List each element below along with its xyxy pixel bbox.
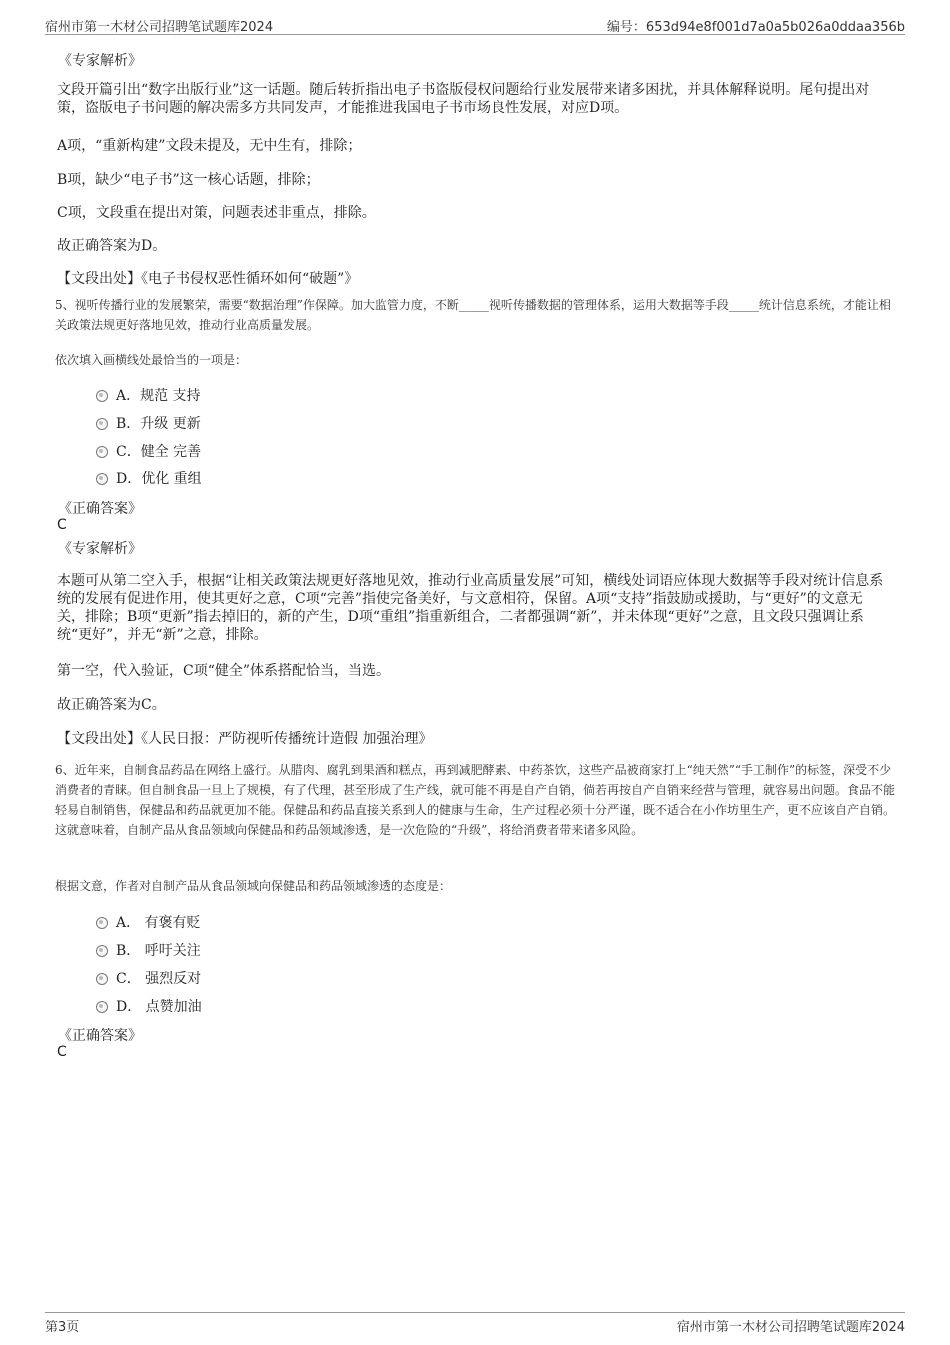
option-label: B．升级 更新 bbox=[116, 416, 201, 432]
option-d[interactable] bbox=[96, 468, 202, 488]
analysis-text: 本题可从第二空入手，根据“让相关政策法规更好落地见效，推动行业高质量发展”可知，横线处词语应体现大数据等手段对统计信息系统的发展有促进作用，使其更好之意，C项“完善”指使完备美好，与文意相符，保留。A项“支持”指鼓励或援助，与“更好”的文意无关，排除；B项“更新”指去掉旧的，新的产生，D项“重组”指重新组合，二者都强调“新”，并未体现“更好”之意，且文段只强调让系统“更好”，并无“新”之意，排除。 bbox=[57, 573, 884, 643]
answer-conclusion: 故正确答案为D。 bbox=[57, 238, 167, 254]
correct-answer: C bbox=[57, 1044, 67, 1060]
page-header bbox=[45, 14, 905, 35]
source-citation: 【文段出处】《电子书侵权恶性循环如何“破题”》 bbox=[57, 271, 359, 287]
question-6-prompt: 根据文意，作者对自制产品从食品领域向保健品和药品领域渗透的态度是： bbox=[55, 879, 452, 893]
option-label: D． 点赞加油 bbox=[116, 999, 202, 1015]
option-label: C．健全 完善 bbox=[116, 444, 202, 460]
correct-answer-label: 《正确答案》 bbox=[58, 501, 142, 517]
question-5-prompt: 依次填入画横线处最恰当的一项是： bbox=[55, 353, 248, 367]
correct-answer-label: 《正确答案》 bbox=[58, 1028, 142, 1044]
page-number: 第3页 bbox=[45, 1320, 80, 1335]
analysis-text: 文段开篇引出“数字出版行业”这一话题。随后转折指出电子书盗版侵权问题给行业发展带来诸多困扰，并具体解释说明。尾句提出对策，盗版电子书问题的解决需多方共同发声，才能推进我国电子书市场良性发展，对应D项。 bbox=[57, 82, 870, 116]
correct-answer: C bbox=[57, 517, 67, 533]
radio-icon[interactable] bbox=[96, 446, 108, 458]
analysis-point-c: C项，文段重在提出对策，问题表述非重点，排除。 bbox=[57, 205, 376, 221]
option-label: C． 强烈反对 bbox=[116, 971, 202, 987]
radio-icon[interactable] bbox=[96, 390, 108, 402]
analysis-point-b: B项，缺少“电子书”这一核心话题，排除； bbox=[57, 172, 320, 188]
radio-icon[interactable] bbox=[96, 1001, 108, 1013]
question-5-stem: 5、视听传播行业的发展繁荣，需要“数据治理”作保障。加大监管力度，不断_____视听传播数据的管理体系，运用大数据等手段_____统计信息系统，才能让相关政策法规更好落地见效，推动行业高质量发展。 bbox=[55, 298, 891, 332]
question-6-stem: 6、近年来，自制食品药品在网络上盛行。从腊肉、腐乳到果酒和糕点，再到减肥酵素、中药茶饮，这些产品被商家打上“纯天然”“手工制作”的标签，深受不少消费者的青睐。但自制食品一旦上了规模，有了代理，甚至形成了生产线，就可能不再是自产自销，倘若再按自产自销来经营与管理，就容易出问题。食品不能轻易自制销售，保健品和药品就更加不能。保健品和药品直接关系到人的健康与生命，生产过程必须十分严谨，既不适合在小作坊里生产，更不应该自产自销。这就意味着，自制产品从食品领域向保健品和药品领域渗透，是一次危险的“升级”，将给消费者带来诸多风险。 bbox=[55, 763, 896, 837]
option-label: A． 有褒有贬 bbox=[116, 915, 201, 931]
radio-icon[interactable] bbox=[96, 945, 108, 957]
option-b[interactable] bbox=[96, 413, 201, 433]
option-label: A．规范 支持 bbox=[116, 388, 201, 404]
source-citation: 【文段出处】《人民日报：严防视听传播统计造假 加强治理》 bbox=[57, 731, 433, 747]
radio-icon[interactable] bbox=[96, 473, 108, 485]
option-a[interactable] bbox=[96, 912, 201, 932]
option-d[interactable] bbox=[96, 996, 202, 1016]
option-b[interactable] bbox=[96, 940, 201, 960]
radio-icon[interactable] bbox=[96, 917, 108, 929]
option-c[interactable] bbox=[96, 968, 201, 988]
answer-verification: 第一空，代入验证，C项“健全”体系搭配恰当，当选。 bbox=[57, 663, 391, 679]
analysis-point-a: A项，“重新构建”文段未提及，无中生有，排除； bbox=[57, 138, 362, 154]
radio-icon[interactable] bbox=[96, 973, 108, 985]
page-footer bbox=[45, 1312, 905, 1335]
option-label: B． 呼吁关注 bbox=[116, 943, 201, 959]
option-label: D．优化 重组 bbox=[116, 471, 202, 487]
footer-title: 宿州市第一木材公司招聘笔试题库2024 bbox=[676, 1320, 905, 1335]
expert-analysis-label: 《专家解析》 bbox=[58, 53, 142, 69]
radio-icon[interactable] bbox=[96, 418, 108, 430]
expert-analysis-label: 《专家解析》 bbox=[58, 541, 142, 557]
answer-conclusion: 故正确答案为C。 bbox=[57, 697, 166, 713]
option-a[interactable] bbox=[96, 385, 201, 405]
header-title: 宿州市第一木材公司招聘笔试题库2024 bbox=[45, 20, 274, 35]
option-c[interactable] bbox=[96, 441, 201, 461]
document-id: 编号：653d94e8f001d7a0a5b026a0ddaa356b bbox=[606, 20, 905, 35]
